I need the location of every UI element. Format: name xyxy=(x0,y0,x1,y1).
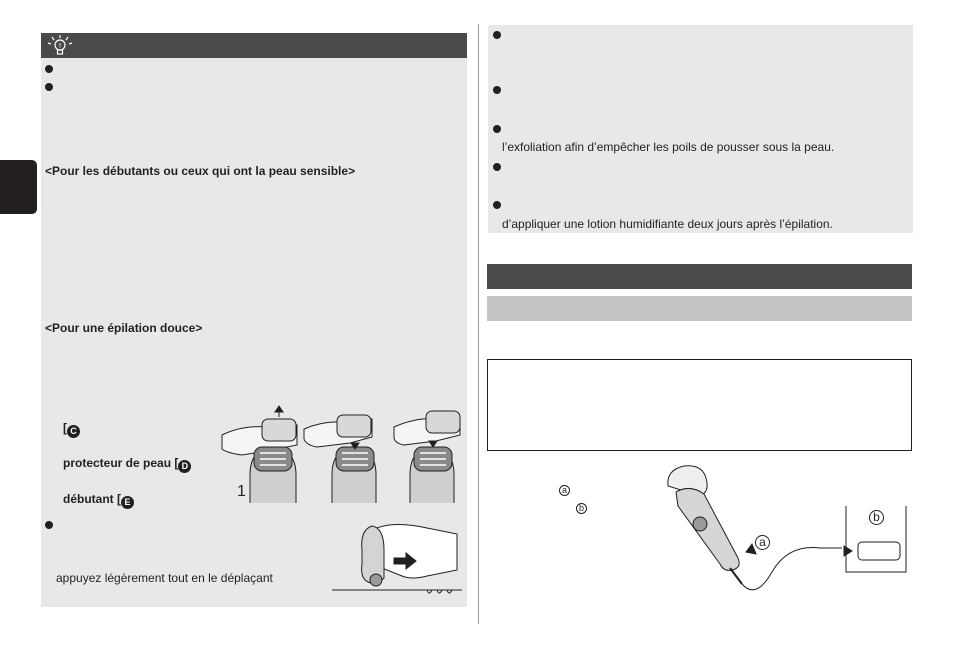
reference-a-marker: a xyxy=(559,485,570,496)
step-d-glyph: D xyxy=(178,460,191,473)
step-c-text: [ xyxy=(63,421,67,435)
bullet xyxy=(45,65,53,73)
bullet xyxy=(493,31,501,39)
bullet xyxy=(45,83,53,91)
step-e-label xyxy=(63,492,134,509)
subsection-heading-bar xyxy=(487,296,912,321)
bullet xyxy=(493,201,501,209)
section-heading-bar xyxy=(487,264,912,289)
bullet xyxy=(493,125,501,133)
step-c-label xyxy=(63,421,80,438)
step-d-text: protecteur de peau [ xyxy=(63,456,179,470)
bullet xyxy=(493,163,501,171)
step-c-glyph: C xyxy=(67,425,80,438)
charging-diagram xyxy=(660,462,910,602)
section-tab xyxy=(0,160,37,214)
tips-panel-header xyxy=(41,33,467,58)
diagram-label-b: b xyxy=(869,510,884,525)
bullet xyxy=(45,521,53,529)
diagram-label-a: a xyxy=(755,535,770,550)
press-lightly-text: appuyez légèrement tout en le déplaçant xyxy=(56,571,273,585)
advice-panel xyxy=(488,25,913,233)
lightbulb-icon xyxy=(45,34,75,56)
column-divider xyxy=(478,24,479,624)
lotion-text: d’appliquer une lotion humidifiante deux jours après l’épilation. xyxy=(502,217,833,231)
step-d-label xyxy=(63,456,191,473)
bullet xyxy=(493,86,501,94)
step-e-glyph: E xyxy=(121,496,134,509)
hand-epilator-illustration xyxy=(332,520,462,600)
exfoliation-text: l’exfoliation afin d’empêcher les poils de pousser sous la peau. xyxy=(502,140,835,154)
notice-box xyxy=(487,359,912,451)
heading-gentle: <Pour une épilation douce> xyxy=(45,321,203,335)
attachment-cap-illustration xyxy=(222,405,470,503)
figure-step-number: 1 xyxy=(237,483,246,500)
heading-beginners: <Pour les débutants ou ceux qui ont la peau sensible> xyxy=(45,164,356,178)
svg-text:!: ! xyxy=(59,43,61,50)
reference-b-marker: b xyxy=(576,503,587,514)
step-e-text: débutant [ xyxy=(63,492,121,506)
